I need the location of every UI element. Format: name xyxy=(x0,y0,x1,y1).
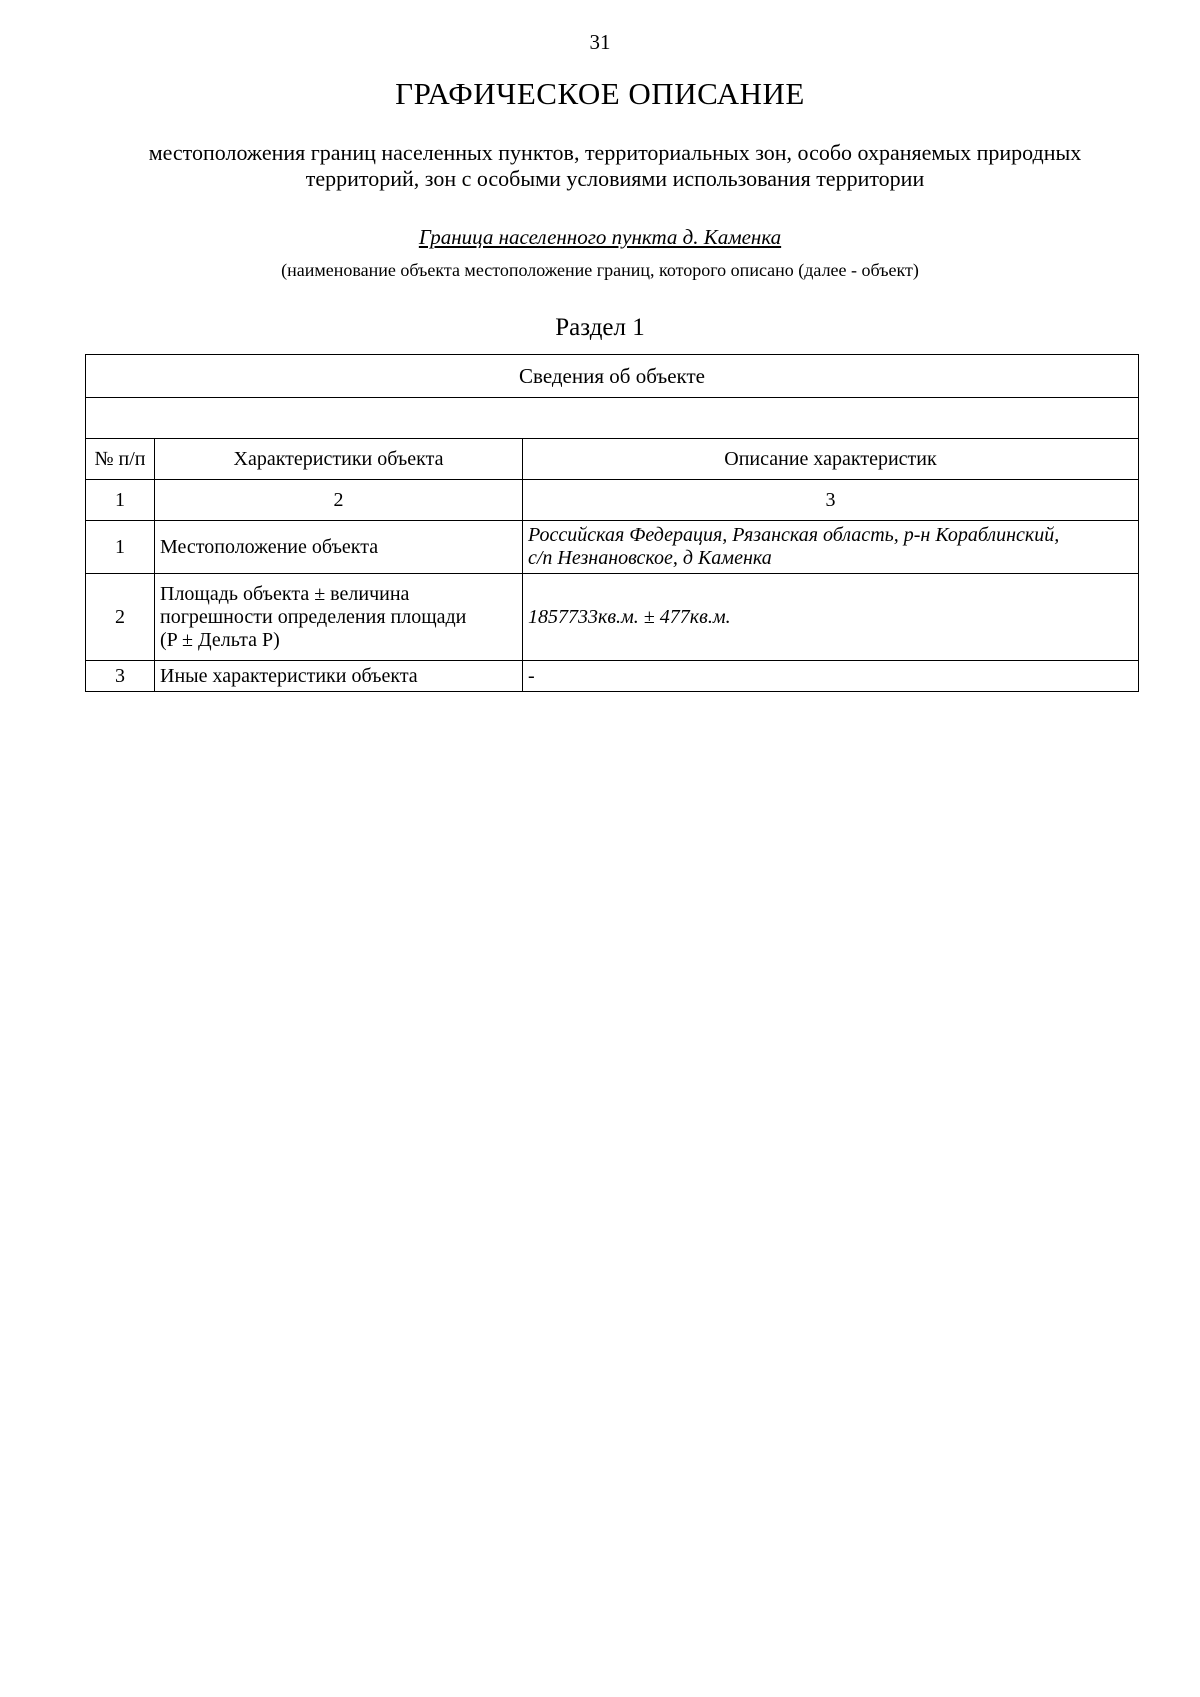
characteristic-line: Площадь объекта ± величина xyxy=(160,582,410,605)
row-description: - xyxy=(523,661,1139,692)
object-caption: (наименование объекта местоположение границ, которого описано (далее - объект) xyxy=(281,260,919,280)
column-number-row xyxy=(86,480,1139,521)
table-row xyxy=(86,661,1139,692)
subtitle-line: территорий, зон с особыми условиями использования территории xyxy=(305,166,925,191)
row-number: 3 xyxy=(86,661,155,692)
section-title: Раздел 1 xyxy=(555,314,645,341)
column-number: 1 xyxy=(86,480,155,521)
subtitle-line: местоположения границ населенных пунктов, территориальных зон, особо охраняемых природных xyxy=(148,140,1082,165)
object-name: Граница населенного пункта д. Каменка xyxy=(418,225,782,249)
row-number: 2 xyxy=(86,574,155,661)
row-characteristic xyxy=(155,574,523,661)
column-header-row xyxy=(86,439,1139,480)
row-characteristic: Местоположение объекта xyxy=(155,521,523,574)
document-subtitle xyxy=(90,140,1140,192)
characteristic-line: (P ± Дельта P) xyxy=(160,628,280,651)
row-description xyxy=(523,521,1139,574)
table-row xyxy=(86,521,1139,574)
row-number: 1 xyxy=(86,521,155,574)
table-blank-row xyxy=(86,398,1139,439)
description-line: с/п Незнановское, д Каменка xyxy=(528,547,772,569)
row-characteristic: Иные характеристики объекта xyxy=(155,661,523,692)
table-row xyxy=(86,574,1139,661)
blank-cell xyxy=(86,398,1139,439)
table-header: Сведения об объекте xyxy=(86,355,1139,398)
column-header-characteristic: Характеристики объекта xyxy=(155,439,523,480)
page-number: 31 xyxy=(589,30,611,54)
column-number: 2 xyxy=(155,480,523,521)
column-number: 3 xyxy=(523,480,1139,521)
characteristic-line: погрешности определения площади xyxy=(160,605,467,628)
table-header-row xyxy=(86,355,1139,398)
description-line: Российская Федерация, Рязанская область, р-н Кораблинский, xyxy=(528,524,1060,546)
document-title: ГРАФИЧЕСКОЕ ОПИСАНИЕ xyxy=(395,76,805,111)
row-description: 1857733кв.м. ± 477кв.м. xyxy=(523,574,1139,661)
column-header-description: Описание характеристик xyxy=(523,439,1139,480)
object-info-table xyxy=(85,354,1139,692)
column-header-num: № п/п xyxy=(86,439,155,480)
